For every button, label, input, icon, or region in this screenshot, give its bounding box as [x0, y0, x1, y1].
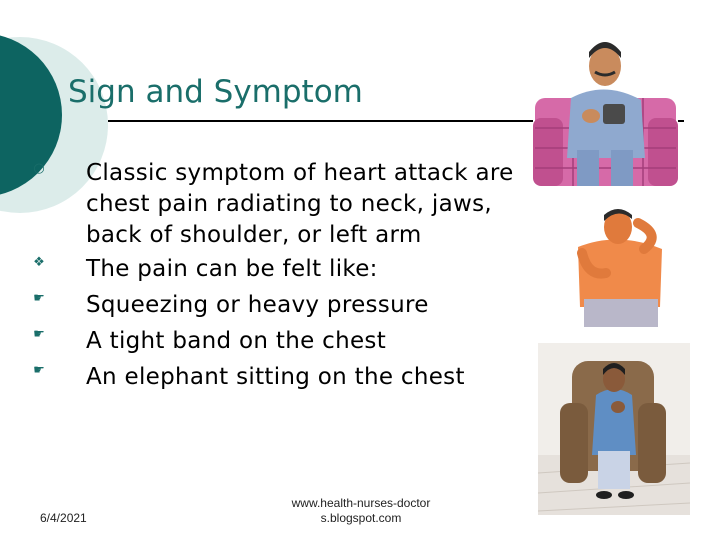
slide-title: Sign and Symptom — [68, 74, 363, 110]
footer-date: 6/4/2021 — [40, 511, 87, 525]
bullet-item — [28, 287, 528, 323]
bullet-text: The pain can be felt like: — [86, 256, 378, 282]
bullet-text: Squeezing or heavy pressure — [86, 292, 429, 318]
bullet-item — [28, 251, 528, 287]
man-holding-chest-in-armchair-illustration — [533, 28, 678, 186]
pointing-hand-icon: ☛ — [33, 363, 45, 378]
bullet-item — [28, 359, 528, 395]
bullet-list — [28, 158, 528, 395]
pointing-hand-icon: ☛ — [33, 291, 45, 306]
bullet-text: An elephant sitting on the chest — [86, 364, 465, 390]
diamond-cluster-icon: ❖ — [33, 255, 45, 270]
woman-holding-chest-in-armchair-illustration — [538, 343, 690, 515]
bullet-item — [28, 323, 528, 359]
bullet-text: Classic symptom of heart attack are chest pain radiating to neck, jaws, back of shoulder, or left arm — [86, 160, 514, 248]
footer-source-url: www.health-nurses-doctors.blogspot.com — [291, 496, 431, 525]
pointing-hand-icon: ☛ — [33, 327, 45, 342]
bullet-text: A tight band on the chest — [86, 328, 387, 354]
man-with-hand-on-head-and-chest-illustration — [558, 207, 684, 327]
bullet-item — [28, 158, 528, 251]
hollow-circle-icon: ○ — [33, 161, 45, 176]
